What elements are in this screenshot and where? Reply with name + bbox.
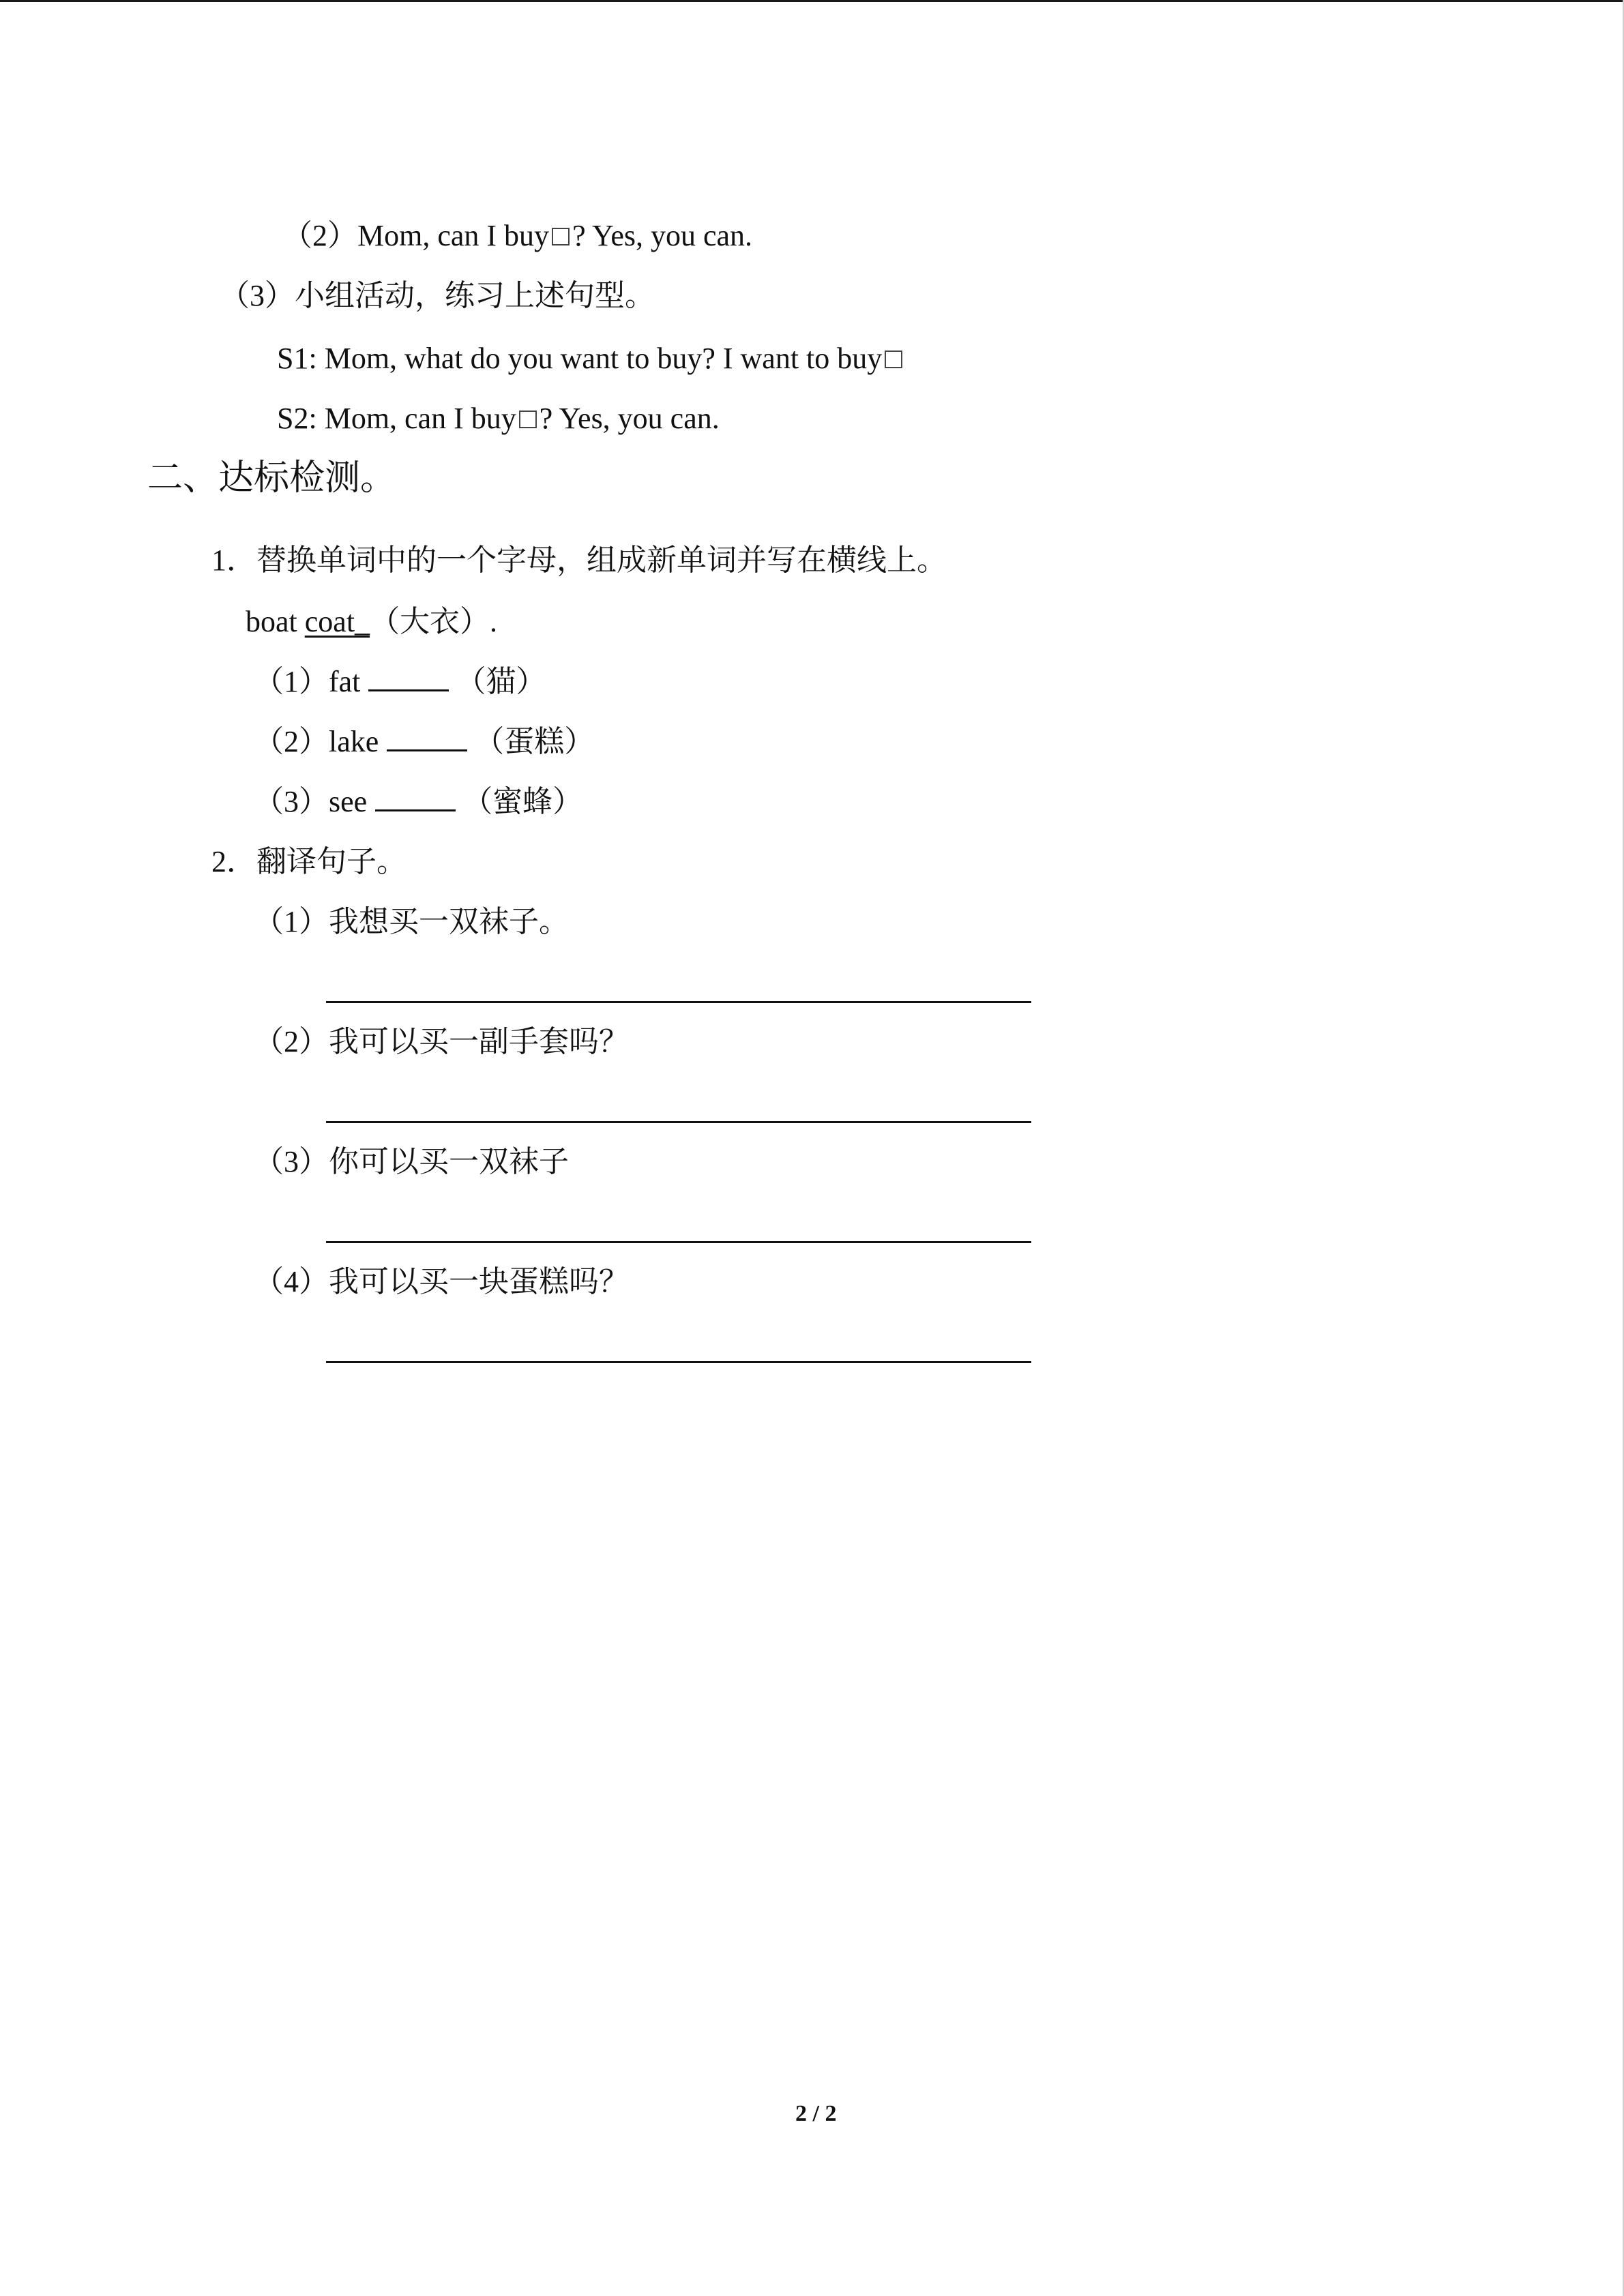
question-1-item-1: [254, 663, 546, 701]
item-hint: （蛋糕）: [474, 725, 595, 758]
answer-line[interactable]: [326, 1241, 1031, 1243]
question-2-item-1: （1）我想买一双袜子。: [254, 905, 569, 938]
dialogue-s1-text: S1: Mom, what do you want to buy? I want to buy: [277, 342, 883, 375]
item-prefix: （2）lake: [254, 725, 379, 758]
dialogue-s2-tail: ? Yes, you can.: [539, 402, 720, 435]
answer-blank[interactable]: [387, 724, 467, 751]
answer-line[interactable]: [326, 1121, 1031, 1123]
answer-line[interactable]: [326, 1001, 1031, 1003]
top-border: [0, 0, 1624, 2]
blank-box-icon: [519, 411, 537, 428]
practice-item-3: （3）小组活动，练习上述句型。: [220, 279, 655, 312]
blank-box-icon: [552, 228, 570, 245]
answer-blank[interactable]: [375, 784, 456, 811]
question-1-instruction: 1．替换单词中的一个字母，组成新单词并写在横线上。: [211, 543, 947, 577]
question-1-example: [246, 603, 497, 641]
item-prefix: （3）see: [254, 785, 368, 818]
question-2-item-3: （3）你可以买一双袜子: [254, 1145, 569, 1178]
page-number: 2 / 2: [795, 2101, 837, 2126]
dialogue-s1: [277, 340, 905, 378]
item-hint: （蜜蜂）: [462, 785, 583, 818]
item-prefix: （1）fat: [254, 665, 361, 698]
section-heading: 二、达标检测。: [147, 459, 396, 498]
question-1-item-3: [254, 783, 582, 821]
answer-blank[interactable]: [368, 664, 449, 691]
example-word: boat: [246, 605, 305, 638]
practice-item-2: [282, 217, 752, 255]
question-1-item-2: [254, 723, 594, 761]
blank-box-icon: [885, 351, 902, 368]
example-answer: coat_: [304, 605, 370, 638]
dialogue-s2-text: S2: Mom, can I buy: [277, 402, 516, 435]
example-hint: （大衣）.: [370, 605, 498, 638]
dialogue-s2: [277, 400, 720, 438]
question-2-item-2: （2）我可以买一副手套吗？: [254, 1025, 629, 1058]
practice-item-2-text: （2）Mom, can I buy: [282, 219, 550, 252]
question-2-instruction: 2．翻译句子。: [211, 845, 407, 878]
item-hint: （猫）: [456, 665, 546, 698]
answer-line[interactable]: [326, 1361, 1031, 1363]
question-2-item-4: （4）我可以买一块蛋糕吗？: [254, 1265, 629, 1298]
practice-item-2-tail: ? Yes, you can.: [572, 219, 753, 252]
